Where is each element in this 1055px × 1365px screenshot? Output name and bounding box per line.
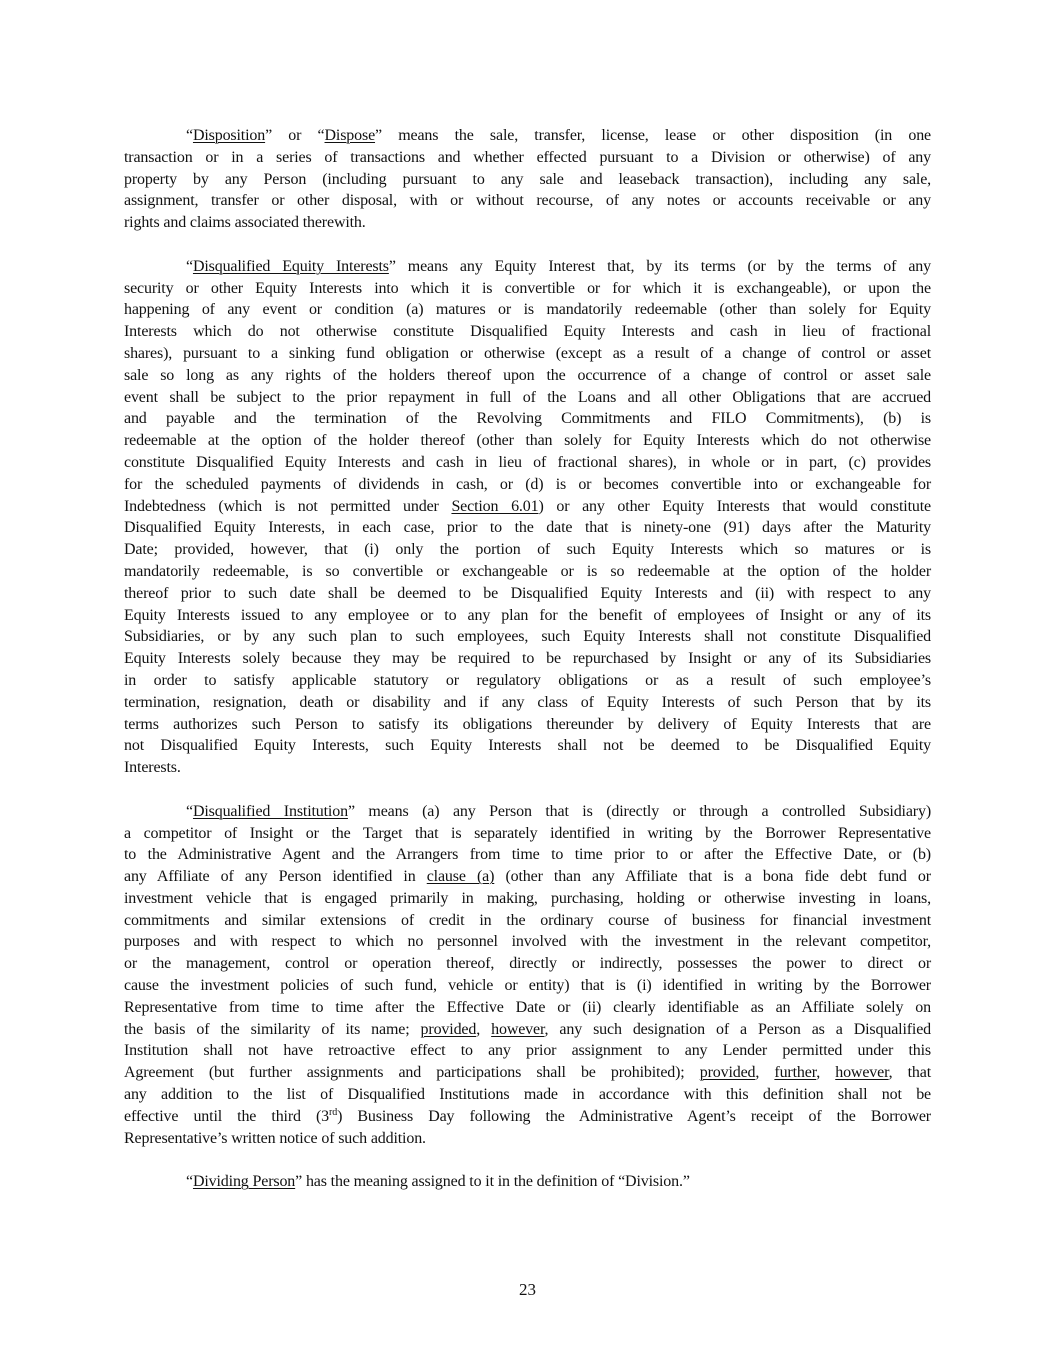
- definition-disqualified-equity-interests: [124, 256, 931, 779]
- text-line: [124, 953, 931, 975]
- text-line: [124, 474, 931, 496]
- defined-term-underlined: Section 6.01: [451, 497, 539, 515]
- text-line: [124, 517, 931, 539]
- text-line: [124, 931, 931, 953]
- text-run: ” means any Equity Interest that, by its terms (or by the terms of any: [388, 257, 931, 275]
- text-run: ” or “: [265, 127, 325, 144]
- text-run: property by any Person (including pursuant to any sale and leaseback transaction), including any sale,: [124, 170, 931, 188]
- text-run: event shall be subject to the prior repayment in full of the Loans and all other Obligations that are accrued: [124, 388, 931, 406]
- text-line: [124, 321, 931, 343]
- text-line: [124, 888, 931, 910]
- text-line: [124, 1040, 931, 1062]
- text-line: [124, 1106, 931, 1128]
- text-run: , that: [888, 1064, 932, 1082]
- text-run: ,: [476, 1020, 492, 1038]
- text-line: [124, 975, 931, 997]
- text-run: effective until the third (3: [124, 1107, 330, 1125]
- text-run: ) or any other Equity Interests that would constitute: [538, 497, 931, 515]
- text-line: [124, 561, 931, 583]
- text-run: not Disqualified Equity Interests, such Equity Interests shall not be deemed to be Disqualified Equity: [124, 737, 931, 755]
- text-line: [124, 735, 931, 757]
- text-run: Representative from time to time after the Effective Date or (ii) clearly identifiable as an Affiliate solely on: [124, 998, 931, 1016]
- text-line: [124, 452, 931, 474]
- defined-term-underlined: clause (a): [426, 868, 495, 886]
- text-run: ) Business Day following the Administrative Agent’s receipt of the Borrower: [337, 1107, 931, 1125]
- text-line: [124, 714, 931, 736]
- text-line: [124, 1084, 931, 1106]
- text-line: [124, 605, 931, 627]
- text-line: [124, 539, 931, 561]
- text-run: terms authorizes such Person to satisfy its obligations thereunder by delivery of Equity Interests that are: [124, 715, 931, 733]
- text-line: [124, 212, 931, 234]
- text-run: a competitor of Insight or the Target that is separately identified in writing by the Borrower Representative: [124, 824, 931, 842]
- defined-term-underlined: however: [835, 1064, 889, 1082]
- text-run: sale so long as any rights of the holders thereof upon the occurrence of a change of control or asset sale: [124, 366, 931, 384]
- text-line: [124, 278, 931, 300]
- text-run: Interests.: [124, 759, 181, 777]
- text-run: to the Administrative Agent and the Arrangers from time to time prior to or after the Effective Date, or (b): [124, 846, 931, 864]
- defined-term-underlined: Disqualified Institution: [192, 802, 348, 820]
- defined-term-underlined: Disposition: [192, 127, 266, 144]
- text-line: [124, 1128, 931, 1150]
- text-line: [124, 823, 931, 845]
- definition-disqualified-institution: [124, 801, 931, 1150]
- text-line: [124, 1062, 931, 1084]
- defined-term-underlined: provided: [699, 1064, 756, 1082]
- text-line: [124, 147, 931, 169]
- text-run: rights and claims associated therewith.: [124, 214, 366, 232]
- text-line: [124, 256, 931, 278]
- text-line: [124, 626, 931, 648]
- text-line: [124, 430, 931, 452]
- text-line: [124, 583, 931, 605]
- defined-term-underlined: Dispose: [324, 127, 376, 144]
- text-run: and payable and the termination of the Revolving Commitments and FILO Commitments), (b) is: [124, 410, 931, 428]
- text-run: Indebtedness (which is not permitted under: [124, 497, 452, 515]
- text-run: thereof prior to such date shall be deemed to be Disqualified Equity Interests and (ii) with respect to any: [124, 584, 931, 602]
- text-run: ,: [816, 1064, 836, 1082]
- text-run: “: [186, 1173, 193, 1191]
- text-line: [124, 365, 931, 387]
- text-line: [124, 670, 931, 692]
- text-run: termination, resignation, death or disability and if any class of Equity Interests of such Person that by its: [124, 693, 931, 711]
- document-body: [124, 125, 931, 1215]
- text-run: assignment, transfer or other disposal, with or without recourse, of any notes or accounts receivable or any: [124, 192, 931, 210]
- text-line: [124, 757, 931, 779]
- text-line: [124, 1019, 931, 1041]
- text-run: or the management, control or operation thereof, directly or indirectly, possesses the power to direct or: [124, 955, 931, 973]
- text-run: ,: [755, 1064, 775, 1082]
- text-run: any Affiliate of any Person identified in: [124, 868, 427, 886]
- text-line: [124, 1171, 931, 1193]
- text-run: (other than any Affiliate that is a bona fide debt fund or: [494, 868, 931, 886]
- text-run: purposes and with respect to which no personnel involved with the investment in the relevant competitor,: [124, 933, 931, 951]
- text-run: “: [186, 127, 193, 144]
- defined-term-underlined: Dividing Person: [192, 1173, 296, 1191]
- text-run: Date; provided, however, that (i) only the portion of such Equity Interests which so matures or is: [124, 541, 931, 559]
- text-run: commitments and similar extensions of credit in the ordinary course of business for financial investment: [124, 911, 931, 929]
- text-run: Equity Interests solely because they may be required to be repurchased by Insight or any of its Subsidiaries: [124, 650, 931, 668]
- text-run: transaction or in a series of transactions and whether effected pursuant to a Division or otherwise) of any: [124, 148, 931, 166]
- text-run: in order to satisfy applicable statutory or regulatory obligations or as a result of such employee’s: [124, 671, 931, 689]
- superscript: rd: [329, 1106, 338, 1118]
- text-run: the basis of the similarity of its name;: [124, 1020, 421, 1038]
- text-run: Subsidiaries, or by any such plan to such employees, such Equity Interests shall not constitute Disqualified: [124, 628, 931, 646]
- text-run: cause the investment policies of such fund, vehicle or entity) that is (i) identified in writing by the Borrower: [124, 977, 931, 995]
- text-run: mandatorily redeemable, is so convertible or exchangeable or is so redeemable at the option of the holder: [124, 562, 931, 580]
- text-line: [124, 190, 931, 212]
- text-line: [124, 387, 931, 409]
- text-line: [124, 844, 931, 866]
- text-line: [124, 169, 931, 191]
- defined-term-underlined: further: [774, 1064, 817, 1082]
- text-run: “: [186, 257, 193, 275]
- defined-term-underlined: however: [491, 1020, 545, 1038]
- text-run: ” means (a) any Person that is (directly or through a controlled Subsidiary): [347, 802, 931, 820]
- defined-term-underlined: provided: [420, 1020, 477, 1038]
- text-line: [124, 648, 931, 670]
- page-number: 23: [519, 1280, 536, 1299]
- text-run: investment vehicle that is engaged primarily in making, purchasing, holding or otherwise investing in loans,: [124, 889, 931, 907]
- defined-term-underlined: Disqualified Equity Interests: [192, 257, 389, 275]
- text-run: happening of any event or condition (a) matures or is mandatorily redeemable (other than solely for Equity: [124, 301, 931, 319]
- text-line: [124, 299, 931, 321]
- text-run: constitute Disqualified Equity Interests and cash in lieu of fractional shares), in whole or in part, (c) provides: [124, 453, 931, 471]
- text-run: “: [186, 802, 193, 820]
- text-run: , any such designation of a Person as a Disqualified: [544, 1020, 932, 1038]
- text-run: Representative’s written notice of such addition.: [124, 1129, 426, 1147]
- text-run: any addition to the list of Disqualified Institutions made in accordance with this definition shall not be: [124, 1086, 931, 1104]
- definition-disposition: [124, 125, 931, 234]
- text-run: Equity Interests issued to any employee or to any plan for the benefit of employees of Insight or any of its: [124, 606, 931, 624]
- text-line: [124, 125, 931, 147]
- text-line: [124, 692, 931, 714]
- text-line: [124, 866, 931, 888]
- text-run: Interests which do not otherwise constitute Disqualified Equity Interests and cash in lieu of fractional: [124, 323, 931, 341]
- text-run: security or other Equity Interests into which it is convertible or for which it is exchangeable), or upon the: [124, 279, 931, 297]
- text-line: [124, 408, 931, 430]
- text-line: [124, 343, 931, 365]
- text-line: [124, 910, 931, 932]
- text-run: ” has the meaning assigned to it in the definition of “Division.”: [295, 1173, 690, 1191]
- text-run: Agreement (but further assignments and participations shall be prohibited);: [124, 1064, 700, 1082]
- text-line: [124, 801, 931, 823]
- text-run: ” means the sale, transfer, license, lease or other disposition (in one: [375, 127, 931, 144]
- text-run: Disqualified Equity Interests, in each case, prior to the date that is ninety-one (91) days after the Maturity: [124, 519, 931, 537]
- text-line: [124, 997, 931, 1019]
- text-run: redeemable at the option of the holder thereof (other than solely for Equity Interests which do not otherwise: [124, 432, 931, 450]
- definition-dividing-person: [124, 1171, 931, 1193]
- text-run: shares), pursuant to a sinking fund obligation or otherwise (except as a result of a change of control or asset: [124, 344, 931, 362]
- text-run: Institution shall not have retroactive effect to any prior assignment to any Lender permitted under this: [124, 1042, 931, 1060]
- text-run: for the scheduled payments of dividends in cash, or (d) is or becomes convertible into or exchangeable for: [124, 475, 931, 493]
- text-line: [124, 496, 931, 518]
